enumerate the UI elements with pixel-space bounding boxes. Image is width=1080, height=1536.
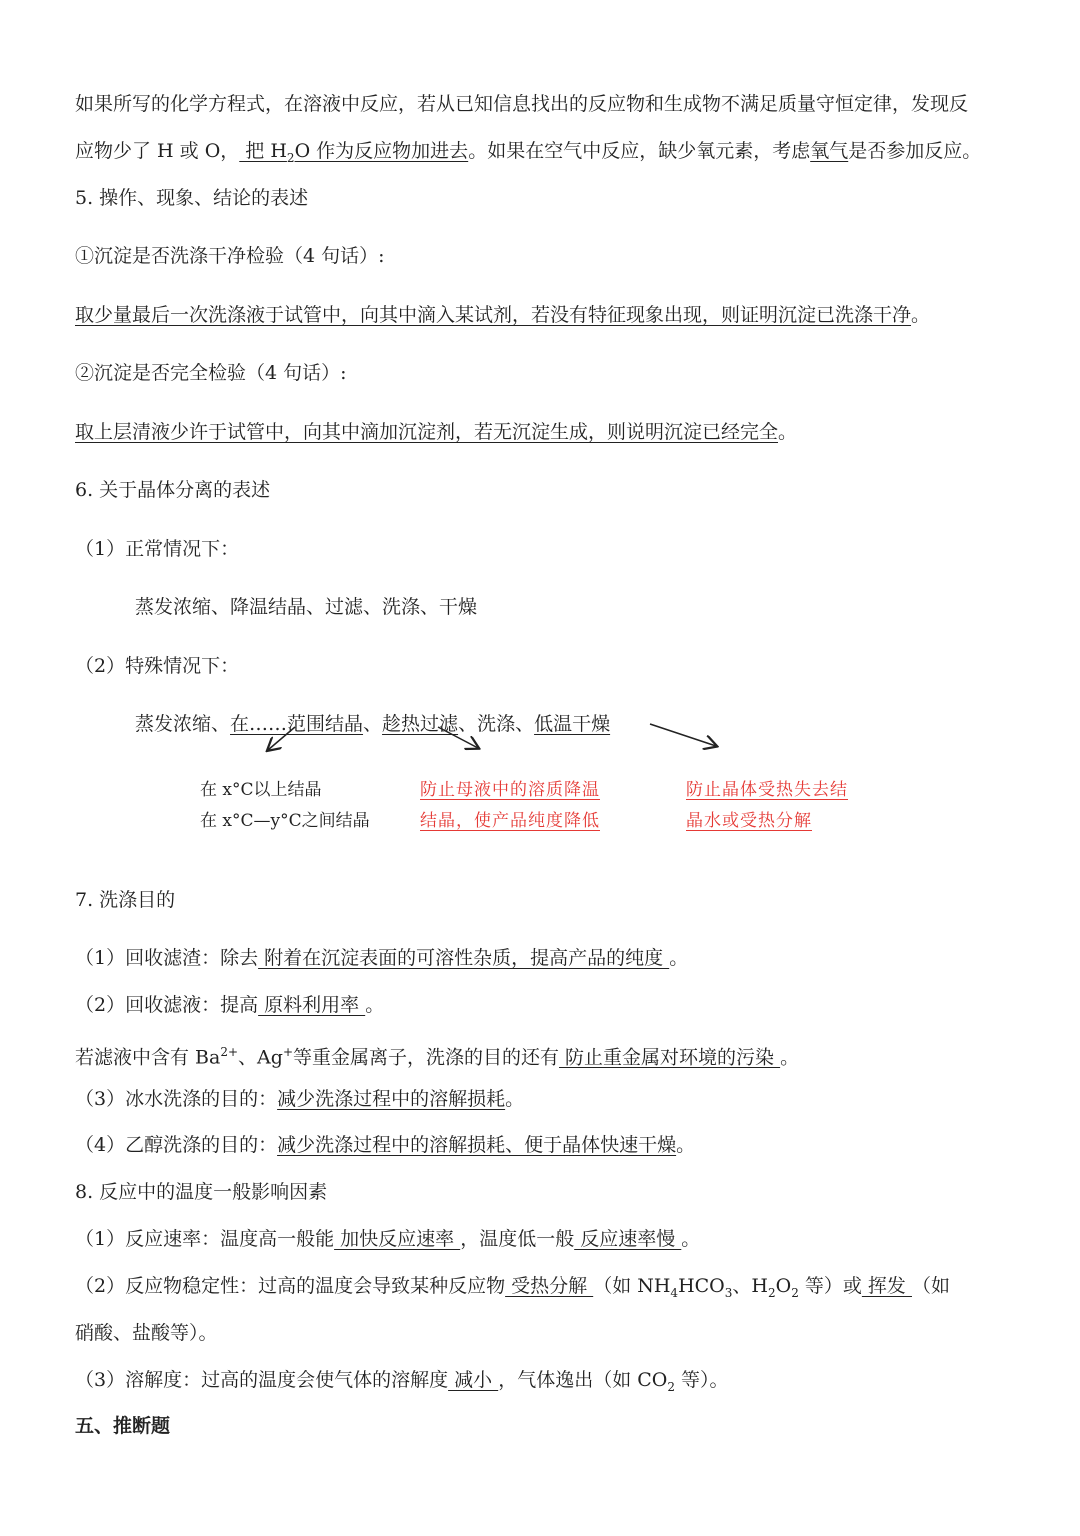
- paragraph-line-1: 如果所写的化学方程式，在溶液中反应，若从已知信息找出的反应物和生成物不满足质量守恒定律，发现反: [75, 93, 969, 115]
- section-7-item-2: （2）回收滤液：提高 原料利用率 。: [75, 994, 385, 1016]
- note-low-dry-2: 晶水或受热分解: [686, 811, 812, 831]
- section-6-heading: 6. 关于晶体分离的表述: [75, 479, 271, 501]
- chapter-5-heading: 五、推断题: [75, 1415, 171, 1437]
- note-low-dry-1: 防止晶体受热失去结: [686, 780, 848, 800]
- section-5-item-2: ②沉淀是否完全检验（4 句话）:: [75, 362, 347, 384]
- section-6-special-label: （2）特殊情况下：: [75, 655, 240, 677]
- hot-filter: 趁热过滤: [382, 713, 459, 735]
- section-8-item-2: （2）反应物稳定性：过高的温度会导致某种反应物 受热分解 （如 $NH_4HCO_3$、$H_2O_2$ 等）或 挥发 （如: [75, 1275, 950, 1300]
- section-8-item-2-cont: 硝酸、盐酸等）。: [75, 1322, 218, 1344]
- section-8-item-3: （3）溶解度：过高的温度会使气体的溶解度 减小 ，气体逸出（如 $CO_2$ 等）。: [75, 1369, 729, 1394]
- low-temp-dry: 低温干燥: [534, 713, 611, 735]
- section-5-heading: 5. 操作、现象、结论的表述: [75, 187, 309, 209]
- answer-underline: 把 $H_2O$ 作为反应物加进去: [239, 140, 469, 165]
- section-8-heading: 8. 反应中的温度一般影响因素: [75, 1181, 328, 1203]
- section-7-heading: 7. 洗涤目的: [75, 889, 176, 911]
- note-range-above: 在 x°C以上结晶: [200, 780, 322, 800]
- section-8-item-1: （1）反应速率：温度高一般能 加快反应速率 ，温度低一般 反应速率慢 。: [75, 1228, 701, 1250]
- section-7-item-1: （1）回收滤渣：除去 附着在沉淀表面的可溶性杂质，提高产品的纯度 。: [75, 947, 689, 969]
- section-7-item-4: （4）乙醇洗涤的目的：减少洗涤过程中的溶解损耗、便于晶体快速干燥。: [75, 1134, 696, 1156]
- note-hot-filter-1: 防止母液中的溶质降温: [420, 780, 600, 800]
- note-hot-filter-2: 结晶，使产品纯度降低: [420, 811, 600, 831]
- answer-oxygen: 氧气: [810, 140, 849, 162]
- paragraph-line-2: 应物少了 H 或 O， 把 $H_2O$ 作为反应物加进去。如果在空气中反应，缺少氧元素，考虑氧气是否参加反应。: [75, 140, 982, 165]
- section-5-item-1-answer: 取少量最后一次洗涤液于试管中，向其中滴入某试剂，若没有特征现象出现，则证明沉淀已洗涤干净。: [75, 304, 931, 326]
- range-crystallize: 在……范围结晶: [230, 713, 364, 735]
- section-5-item-2-answer: 取上层清液少许于试管中，向其中滴加沉淀剂，若无沉淀生成，则说明沉淀已经完全。: [75, 421, 798, 443]
- section-6-special-steps: 蒸发浓缩、在……范围结晶、趁热过滤、洗涤、低温干燥: [135, 713, 611, 735]
- section-7-item-3: （3）冰水洗涤的目的：减少洗涤过程中的溶解损耗。: [75, 1088, 525, 1110]
- section-6-normal-steps: 蒸发浓缩、降温结晶、过滤、洗涤、干燥: [135, 596, 478, 618]
- section-7-heavy-metal: 若滤液中含有 $Ba^{2+}$、Ag+等重金属离子，洗涤的目的还有 防止重金属对环境的污染 。: [75, 1045, 800, 1069]
- note-range-between: 在 x°C—y°C之间结晶: [200, 811, 370, 831]
- section-5-item-1: ①沉淀是否洗涤干净检验（4 句话）:: [75, 245, 385, 267]
- section-6-normal-label: （1）正常情况下：: [75, 538, 240, 560]
